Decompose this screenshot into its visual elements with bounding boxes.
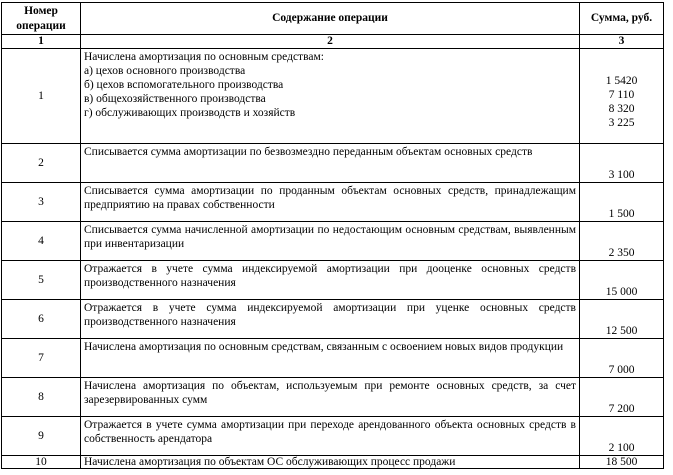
operation-description: Начислена амортизация по объектам ОС обслуживающих процесс продажи: [81, 456, 580, 469]
description-line: в) общехозяйственного производства: [84, 93, 266, 105]
table-row: [2, 144, 664, 183]
operation-number: 8: [2, 378, 81, 417]
operation-description: Списывается сумма амортизации по безвозмездно переданным объектам основных средств: [81, 144, 580, 183]
description-line: б) цехов вспомогательного производства: [84, 79, 284, 91]
amount-value: 8 320: [608, 103, 635, 115]
table-row: [2, 339, 664, 378]
operation-description: Отражается в учете сумма амортизации при переходе арендованного объекта основных средств в собственность арендатора: [81, 417, 580, 456]
description-line: а) цехов основного производства: [84, 65, 246, 77]
operation-description: Начислена амортизация по основным средствам, связанным с освоением новых видов продукции: [81, 339, 580, 378]
operation-description: Отражается в учете сумма индексируемой амортизации при дооценке основных средств производственного назначения: [81, 261, 580, 300]
operation-amount: 15 000: [580, 261, 664, 300]
operation-number: 5: [2, 261, 81, 300]
amount-value: 3 225: [608, 117, 635, 129]
description-line: г) обслуживающих производств и хозяйств: [84, 107, 296, 119]
table-row: [2, 417, 664, 456]
amount-value: 1 5420: [605, 75, 638, 87]
table-row: [2, 300, 664, 339]
table-row: [2, 183, 664, 222]
column-number: 1: [2, 35, 81, 49]
column-number-row: [2, 35, 664, 49]
operation-number: 2: [2, 144, 81, 183]
operation-number: 3: [2, 183, 81, 222]
operation-amount: 7 000: [580, 339, 664, 378]
operations-table: [1, 2, 664, 469]
amount-value: 7 110: [608, 89, 635, 101]
operation-description: Списывается сумма начисленной амортизации по недостающим основным средствам, выявленным при инвентаризации: [81, 222, 580, 261]
operation-number: 9: [2, 417, 81, 456]
operation-amount: 2 350: [580, 222, 664, 261]
operation-amount: 18 500: [580, 456, 664, 469]
table-row: [2, 261, 664, 300]
operation-number: 7: [2, 339, 81, 378]
operation-description: Отражается в учете сумма индексируемой амортизации при уценке основных средств производственного назначения: [81, 300, 580, 339]
column-number: 3: [580, 35, 664, 49]
operation-number: 1: [2, 49, 81, 144]
operation-amount: 12 500: [580, 300, 664, 339]
table-row: [2, 49, 664, 144]
operation-description: Списывается сумма амортизации по проданным объектам основных средств, принадлежащим предприятию на правах собственности: [81, 183, 580, 222]
operation-description: Начислена амортизация по объектам, используемым при ремонте основных средств, за счет зарезервированных сумм: [81, 378, 580, 417]
operation-description: [81, 49, 580, 144]
header-operation-content: Содержание операции: [81, 3, 580, 35]
operation-number: 10: [2, 456, 81, 469]
operation-amount: [580, 49, 664, 144]
operation-number: 6: [2, 300, 81, 339]
operation-number: 4: [2, 222, 81, 261]
header-row: [2, 3, 664, 35]
table-row: [2, 456, 664, 469]
operation-amount: 7 200: [580, 378, 664, 417]
header-operation-number: Номер операции: [2, 3, 81, 35]
table-row: [2, 222, 664, 261]
description-line: Начислена амортизация по основным средствам:: [84, 51, 324, 63]
operation-amount: 1 500: [580, 183, 664, 222]
operation-amount: 3 100: [580, 144, 664, 183]
operation-amount: 2 100: [580, 417, 664, 456]
column-number: 2: [81, 35, 580, 49]
header-amount: Сумма, руб.: [580, 3, 664, 35]
table-row: [2, 378, 664, 417]
